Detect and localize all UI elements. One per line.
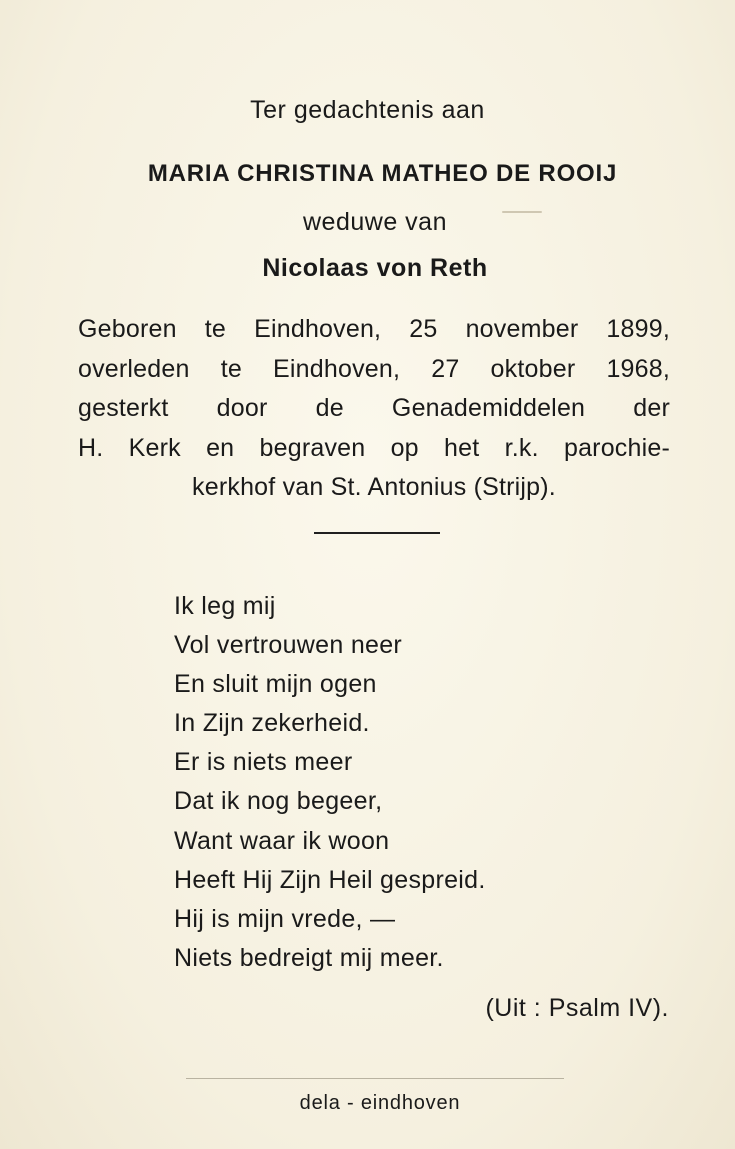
bio-line: gesterkt door de Genademiddelen der	[78, 394, 670, 422]
bio-line: overleden te Eindhoven, 27 oktober 1968,	[78, 354, 670, 383]
poem-source: (Uit : Psalm IV).	[485, 994, 669, 1022]
intro-text: Ter gedachtenis aan	[250, 96, 485, 124]
poem-line: Niets bedreigt mij meer.	[174, 943, 444, 972]
footer-rule	[186, 1078, 564, 1079]
poem-line: Er is niets meer	[174, 748, 353, 777]
poem-line: In Zijn zekerheid.	[174, 709, 370, 738]
husband-name: Nicolaas von Reth	[262, 254, 488, 282]
poem-line: Ik leg mij	[174, 592, 276, 620]
bio-line: H. Kerk en begraven op het r.k. parochie-	[78, 433, 670, 462]
poem-line: Vol vertrouwen neer	[174, 631, 403, 660]
divider	[314, 532, 440, 534]
widow-of-text: weduwe van	[303, 208, 447, 236]
poem-line: Hij is mijn vrede, —	[174, 904, 396, 933]
bio-line: kerkhof van St. Antonius (Strijp).	[192, 473, 556, 501]
poem-line: En sluit mijn ogen	[174, 670, 377, 699]
printer-footer: dela - eindhoven	[299, 1092, 461, 1114]
poem-line: Heeft Hij Zijn Heil gespreid.	[174, 865, 486, 894]
poem-line: Want waar ik woon	[174, 826, 390, 855]
poem-line: Dat ik nog begeer,	[174, 787, 383, 816]
deceased-name: MARIA CHRISTINA MATHEO DE ROOIJ	[147, 160, 618, 187]
bio-line: Geboren te Eindhoven, 25 november 1899,	[78, 315, 670, 343]
biography	[78, 310, 670, 508]
poem	[174, 587, 486, 978]
